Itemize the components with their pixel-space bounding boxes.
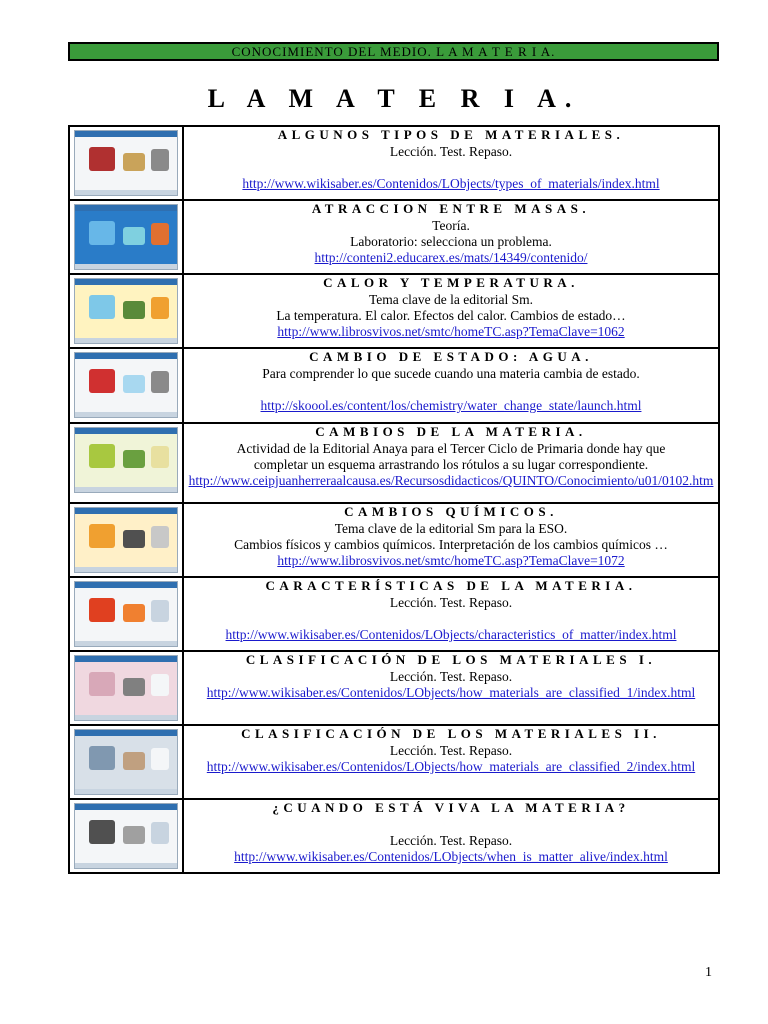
- resource-link[interactable]: http://www.wikisaber.es/Contenidos/LObjects/characteristics_of_matter/index.html: [225, 627, 677, 642]
- resource-thumbnail[interactable]: [74, 803, 178, 869]
- thumbnail-toolbar: [75, 353, 177, 359]
- thumbnail-footer: [75, 567, 177, 572]
- resource-link[interactable]: http://www.wikisaber.es/Contenidos/LObjects/when_is_matter_alive/index.html: [234, 849, 668, 864]
- thumbnail-toolbar: [75, 131, 177, 137]
- resource-link[interactable]: http://www.librosvivos.net/smtc/homeTC.asp?TemaClave=1062: [277, 324, 625, 339]
- thumbnail-graphic: [123, 375, 145, 393]
- resource-thumbnail[interactable]: [74, 507, 178, 573]
- thumbnail-cell: [69, 274, 183, 348]
- resource-link[interactable]: http://www.wikisaber.es/Contenidos/LObjects/how_materials_are_classified_1/index.html: [206, 685, 696, 700]
- thumbnail-toolbar: [75, 656, 177, 662]
- resource-thumbnail[interactable]: [74, 204, 178, 270]
- resource-row: [69, 126, 719, 200]
- thumbnail-cell: [69, 200, 183, 274]
- section-banner: CONOCIMIENTO DEL MEDIO. L A M A T E R I A.: [68, 42, 719, 61]
- info-cell: [183, 799, 719, 873]
- resource-row: [69, 503, 719, 577]
- thumbnail-toolbar: [75, 508, 177, 514]
- thumbnail-footer: [75, 338, 177, 343]
- resource-description: Tema clave de la editorial Sm.: [369, 292, 533, 307]
- thumbnail-graphic: [89, 147, 115, 171]
- blank-line: [184, 817, 718, 833]
- resource-link[interactable]: http://www.ceipjuanherreraalcausa.es/Recursosdidacticos/QUINTO/Conocimiento/u01/0102.htm: [188, 473, 714, 488]
- info-cell: [183, 503, 719, 577]
- thumbnail-graphic: [151, 297, 169, 319]
- resource-description: Actividad de la Editorial Anaya para el Tercer Ciclo de Primaria donde hay que: [236, 441, 666, 456]
- thumbnail-graphic: [123, 301, 145, 319]
- thumbnail-cell: [69, 503, 183, 577]
- info-cell: [183, 423, 719, 503]
- page-number: 1: [705, 965, 712, 980]
- thumbnail-graphic: [123, 227, 145, 245]
- resource-description: Para comprender lo que sucede cuando una materia cambia de estado.: [262, 366, 640, 381]
- thumbnail-toolbar: [75, 804, 177, 810]
- resource-row: [69, 274, 719, 348]
- thumbnail-graphic: [89, 672, 115, 696]
- resource-description: Cambios físicos y cambios químicos. Interpretación de los cambios químicos …: [234, 537, 668, 552]
- info-cell: [183, 577, 719, 651]
- resource-description: Tema clave de la editorial Sm para la ESO.: [334, 521, 568, 536]
- thumbnail-graphic: [89, 369, 115, 393]
- resource-row: [69, 423, 719, 503]
- thumbnail-footer: [75, 487, 177, 492]
- info-cell: [183, 651, 719, 725]
- thumbnail-graphic: [123, 530, 145, 548]
- thumbnail-footer: [75, 641, 177, 646]
- resource-heading: CLASIFICACIÓN DE LOS MATERIALES II.: [241, 726, 661, 741]
- info-cell: [183, 126, 719, 200]
- thumbnail-graphic: [151, 526, 169, 548]
- thumbnail-cell: [69, 651, 183, 725]
- thumbnail-footer: [75, 715, 177, 720]
- thumbnail-graphic: [123, 752, 145, 770]
- resource-row: [69, 577, 719, 651]
- thumbnail-footer: [75, 264, 177, 269]
- thumbnail-graphic: [151, 149, 169, 171]
- info-cell: [183, 725, 719, 799]
- resource-description: Lección. Test. Repaso.: [389, 743, 513, 758]
- thumbnail-graphic: [151, 822, 169, 844]
- resource-heading: CALOR Y TEMPERATURA.: [323, 275, 579, 290]
- resource-thumbnail[interactable]: [74, 581, 178, 647]
- thumbnail-graphic: [123, 450, 145, 468]
- resource-row: [69, 348, 719, 423]
- resources-table: [68, 125, 720, 874]
- thumbnail-toolbar: [75, 279, 177, 285]
- resource-heading: ATRACCION ENTRE MASAS.: [311, 201, 591, 216]
- resource-heading: CAMBIO DE ESTADO: AGUA.: [309, 349, 593, 364]
- thumbnail-cell: [69, 423, 183, 503]
- resource-thumbnail[interactable]: [74, 352, 178, 418]
- resource-row: [69, 725, 719, 799]
- resource-row: [69, 651, 719, 725]
- thumbnail-graphic: [89, 746, 115, 770]
- resource-description: Teoría.: [432, 218, 470, 233]
- page-title: L A M A T E R I A.: [207, 84, 581, 113]
- thumbnail-graphic: [89, 444, 115, 468]
- thumbnail-graphic: [123, 678, 145, 696]
- thumbnail-footer: [75, 789, 177, 794]
- thumbnail-cell: [69, 126, 183, 200]
- thumbnail-footer: [75, 863, 177, 868]
- thumbnail-graphic: [151, 371, 169, 393]
- thumbnail-graphic: [89, 820, 115, 844]
- thumbnail-graphic: [151, 446, 169, 468]
- thumbnail-toolbar: [75, 205, 177, 211]
- resource-heading: ¿CUANDO ESTÁ VIVA LA MATERIA?: [272, 800, 630, 815]
- thumbnail-cell: [69, 348, 183, 423]
- resource-link[interactable]: http://www.wikisaber.es/Contenidos/LObjects/how_materials_are_classified_2/index.html: [206, 759, 696, 774]
- resource-thumbnail[interactable]: [74, 655, 178, 721]
- info-cell: [183, 200, 719, 274]
- resource-heading: CAMBIOS QUÍMICOS.: [344, 504, 558, 519]
- thumbnail-graphic: [123, 604, 145, 622]
- thumbnail-graphic: [151, 223, 169, 245]
- resource-row: [69, 200, 719, 274]
- resource-description: Lección. Test. Repaso.: [389, 669, 513, 684]
- info-cell: [183, 348, 719, 423]
- resource-link[interactable]: http://www.wikisaber.es/Contenidos/LObjects/types_of_materials/index.html: [242, 176, 660, 191]
- thumbnail-toolbar: [75, 582, 177, 588]
- thumbnail-cell: [69, 725, 183, 799]
- resource-thumbnail[interactable]: [74, 729, 178, 795]
- thumbnail-graphic: [89, 598, 115, 622]
- thumbnail-toolbar: [75, 428, 177, 434]
- thumbnail-toolbar: [75, 730, 177, 736]
- thumbnail-graphic: [123, 153, 145, 171]
- resource-heading: CLASIFICACIÓN DE LOS MATERIALES I.: [245, 652, 657, 667]
- resource-heading: CAMBIOS DE LA MATERIA.: [315, 424, 587, 439]
- resource-row: [69, 799, 719, 873]
- thumbnail-graphic: [89, 295, 115, 319]
- thumbnail-cell: [69, 577, 183, 651]
- resource-thumbnail[interactable]: [74, 278, 178, 344]
- resource-link[interactable]: http://skoool.es/content/los/chemistry/water_change_state/launch.html: [260, 398, 642, 413]
- thumbnail-graphic: [151, 674, 169, 696]
- resource-description: Lección. Test. Repaso.: [389, 595, 513, 610]
- blank-line: [184, 160, 718, 176]
- thumbnail-graphic: [151, 748, 169, 770]
- thumbnail-footer: [75, 412, 177, 417]
- thumbnail-graphic: [123, 826, 145, 844]
- thumbnail-graphic: [89, 524, 115, 548]
- thumbnail-footer: [75, 190, 177, 195]
- resource-description: Lección. Test. Repaso.: [389, 833, 513, 848]
- thumbnail-graphic: [151, 600, 169, 622]
- blank-line: [184, 611, 718, 627]
- resource-link[interactable]: http://conteni2.educarex.es/mats/14349/contenido/: [314, 250, 588, 265]
- resource-description: completar un esquema arrastrando los rótulos a su lugar correspondiente.: [253, 457, 649, 472]
- thumbnail-graphic: [89, 221, 115, 245]
- resource-heading: ALGUNOS TIPOS DE MATERIALES.: [277, 127, 625, 142]
- resource-thumbnail[interactable]: [74, 427, 178, 493]
- resource-description: Lección. Test. Repaso.: [389, 144, 513, 159]
- resource-link[interactable]: http://www.librosvivos.net/smtc/homeTC.asp?TemaClave=1072: [277, 553, 625, 568]
- info-cell: [183, 274, 719, 348]
- thumbnail-cell: [69, 799, 183, 873]
- resource-thumbnail[interactable]: [74, 130, 178, 196]
- blank-line: [184, 382, 718, 398]
- resource-description: Laboratorio: selecciona un problema.: [350, 234, 552, 249]
- resource-heading: CARACTERÍSTICAS DE LA MATERIA.: [265, 578, 637, 593]
- resource-description: La temperatura. El calor. Efectos del calor. Cambios de estado…: [276, 308, 626, 323]
